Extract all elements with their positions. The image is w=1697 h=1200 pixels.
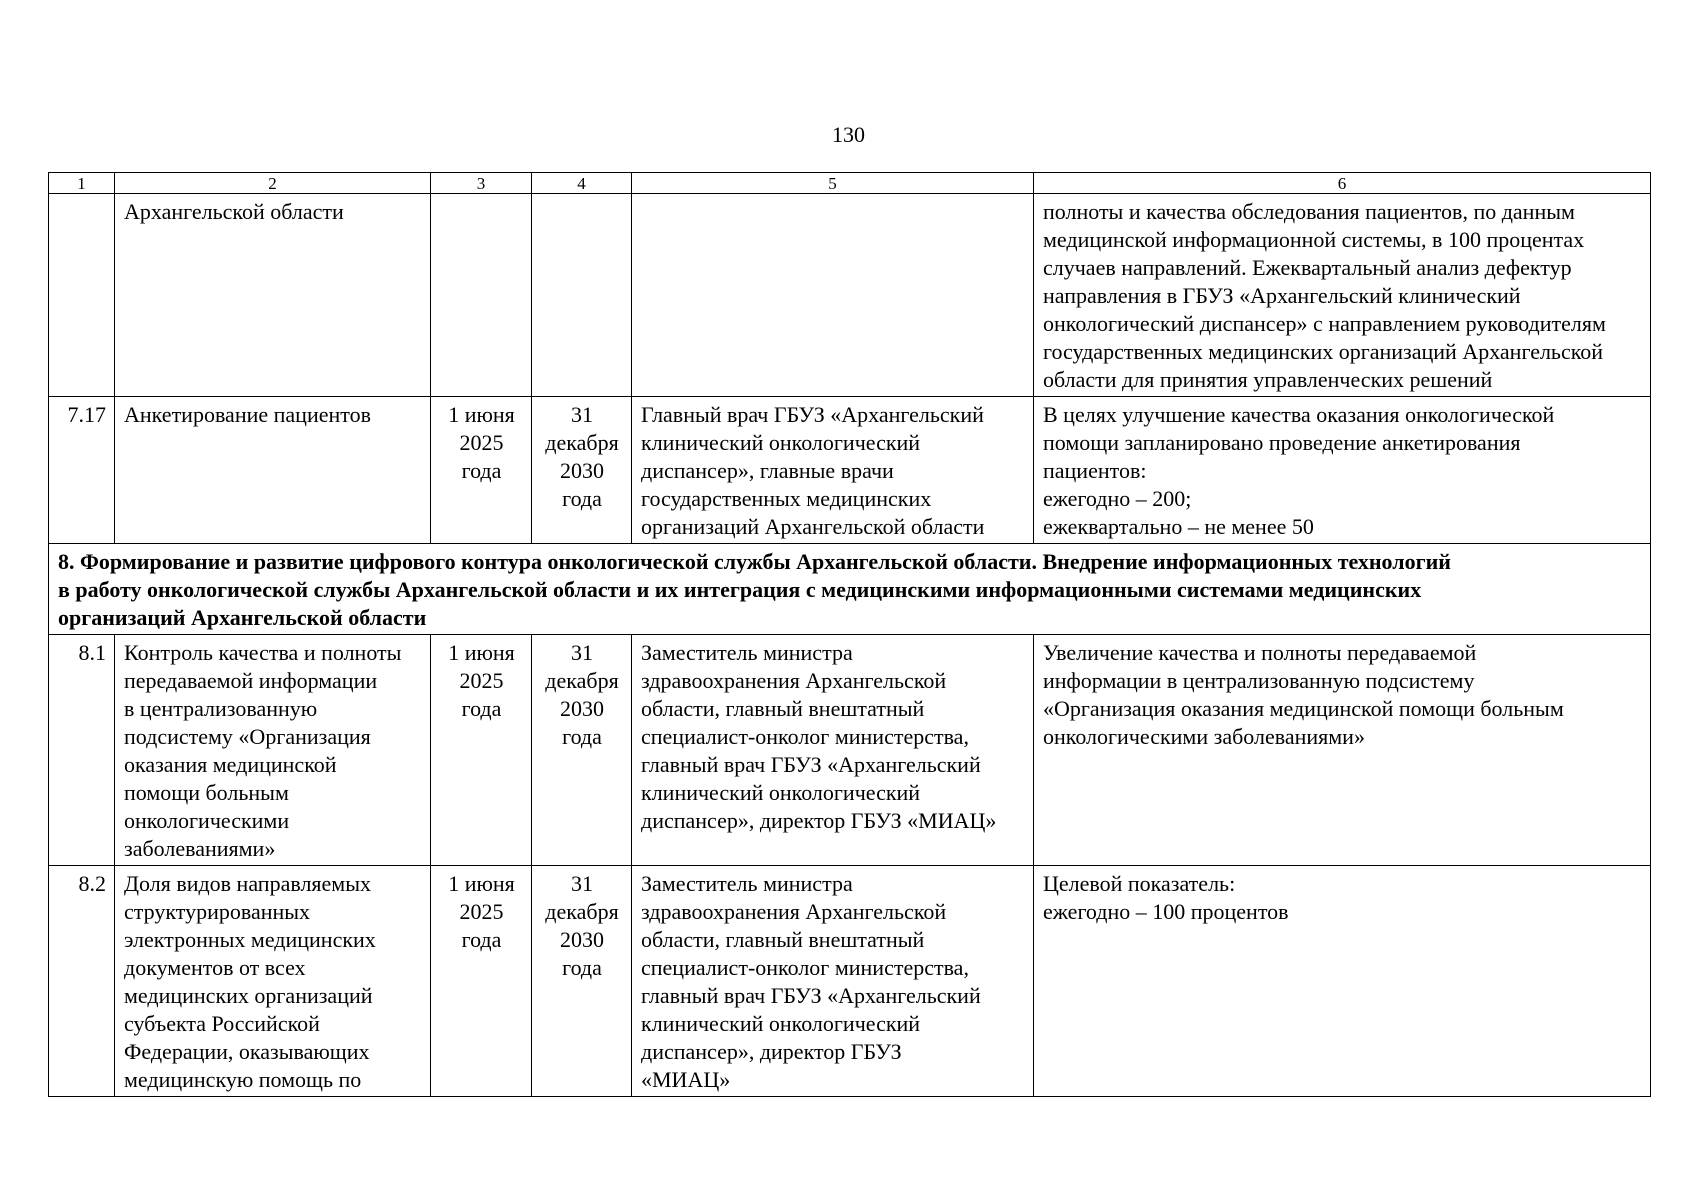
text-line: Доля видов направляемых: [124, 871, 372, 896]
text-line: пациентов:: [1043, 458, 1147, 483]
text-line: области, главный внештатный: [641, 927, 925, 952]
column-number: 2: [115, 173, 431, 194]
text-line: 2025: [459, 899, 504, 924]
page-number: 130: [832, 122, 865, 147]
start-date: [431, 635, 532, 866]
text-line: оказания медицинской: [124, 752, 337, 777]
text-line: 2030: [560, 696, 604, 721]
text-line: Увеличение качества и полноты передаваемой: [1043, 640, 1477, 665]
text-line: медицинской информационной системы, в 100 процентах: [1043, 227, 1585, 252]
measure-name: [115, 635, 431, 866]
text-line: документов от всех: [124, 955, 306, 980]
text-line: главный врач ГБУЗ «Архангельский: [641, 752, 981, 777]
text-line: Архангельской области: [124, 199, 344, 224]
text-line: ежеквартально – не менее 50: [1043, 514, 1314, 539]
expected-result: [1034, 635, 1651, 866]
text-line: года: [562, 955, 602, 980]
text-line: структурированных: [124, 899, 311, 924]
text-line: информации в централизованную подсистему: [1043, 668, 1475, 693]
end-date: [532, 635, 632, 866]
text-line: года: [461, 458, 502, 483]
text-line: «Организация оказания медицинской помощи больным: [1043, 696, 1564, 721]
responsible-executors: [632, 194, 1034, 397]
text-line: Анкетирование пациентов: [124, 402, 371, 427]
text-line: подсистему «Организация: [124, 724, 371, 749]
text-line: года: [562, 486, 602, 511]
measure-name: [115, 194, 431, 397]
text-line: направления в ГБУЗ «Архангельский клинический: [1043, 283, 1521, 308]
column-number-row: [49, 173, 1651, 194]
row-number: 8.1: [49, 635, 115, 866]
responsible-executors: [632, 635, 1034, 866]
text-line: «МИАЦ»: [641, 1067, 731, 1092]
text-line: 31: [571, 871, 593, 896]
table-row: [49, 866, 1651, 1097]
text-line: в работу онкологической службы Архангельской области и их интеграция с медицинскими информационными системами медицинских: [58, 577, 1422, 602]
text-line: здравоохранения Архангельской: [641, 668, 947, 693]
text-line: 1 июня: [448, 871, 515, 896]
row-number: [49, 194, 115, 397]
text-line: главный врач ГБУЗ «Архангельский: [641, 983, 981, 1008]
column-number: 5: [632, 173, 1034, 194]
text-line: субъекта Российской: [124, 1011, 320, 1036]
text-line: клинический онкологический: [641, 430, 921, 455]
start-date: [431, 397, 532, 544]
column-number: 3: [431, 173, 532, 194]
column-number: 1: [49, 173, 115, 194]
text-line: специалист-онколог министерства,: [641, 955, 969, 980]
text-line: в централизованную: [124, 696, 318, 721]
expected-result: [1034, 397, 1651, 544]
text-line: помощи запланировано проведение анкетирования: [1043, 430, 1521, 455]
text-line: Заместитель министра: [641, 871, 853, 896]
text-line: 2025: [459, 668, 504, 693]
text-line: декабря: [545, 668, 619, 693]
text-line: 1 июня: [448, 640, 515, 665]
text-line: области для принятия управленческих решений: [1043, 367, 1493, 392]
text-line: Главный врач ГБУЗ «Архангельский: [641, 402, 984, 427]
expected-result: [1034, 866, 1651, 1097]
text-line: передаваемой информации: [124, 668, 378, 693]
text-line: онкологическими: [124, 808, 290, 833]
text-line: специалист-онколог министерства,: [641, 724, 969, 749]
text-line: В целях улучшение качества оказания онкологической: [1043, 402, 1555, 427]
text-line: 1 июня: [448, 402, 515, 427]
text-line: здравоохранения Архангельской: [641, 899, 947, 924]
text-line: медицинских организаций: [124, 983, 373, 1008]
text-line: 31: [571, 402, 593, 427]
text-line: Заместитель министра: [641, 640, 853, 665]
text-line: организаций Архангельской области: [58, 605, 427, 630]
text-line: года: [461, 696, 502, 721]
section-heading-row: [49, 544, 1651, 635]
text-line: 2025: [459, 430, 504, 455]
text-line: случаев направлений. Ежеквартальный анализ дефектур: [1043, 255, 1572, 280]
text-line: ежегодно – 100 процентов: [1043, 899, 1289, 924]
measure-name: [115, 866, 431, 1097]
column-number: 4: [532, 173, 632, 194]
text-line: Контроль качества и полноты: [124, 640, 402, 665]
text-line: диспансер», директор ГБУЗ «МИАЦ»: [641, 808, 997, 833]
start-date: [431, 866, 532, 1097]
text-line: медицинскую помощь по: [124, 1067, 362, 1092]
end-date: [532, 194, 632, 397]
text-line: декабря: [545, 430, 619, 455]
responsible-executors: [632, 397, 1034, 544]
text-line: Федерации, оказывающих: [124, 1039, 370, 1064]
section-heading: [49, 544, 1651, 635]
measure-name: [115, 397, 431, 544]
responsible-executors: [632, 866, 1034, 1097]
measures-table: [48, 172, 1651, 1097]
start-date: [431, 194, 532, 397]
end-date: [532, 397, 632, 544]
text-line: заболеваниями»: [124, 836, 276, 861]
column-number: 6: [1034, 173, 1651, 194]
table-row: [49, 194, 1651, 397]
text-line: ежегодно – 200;: [1043, 486, 1192, 511]
text-line: года: [461, 927, 502, 952]
text-line: 2030: [560, 927, 604, 952]
text-line: диспансер», главные врачи: [641, 458, 894, 483]
text-line: 31: [571, 640, 593, 665]
text-line: полноты и качества обследования пациентов, по данным: [1043, 199, 1575, 224]
text-line: организаций Архангельской области: [641, 514, 985, 539]
row-number: 7.17: [49, 397, 115, 544]
text-line: 2030: [560, 458, 604, 483]
text-line: клинический онкологический: [641, 780, 921, 805]
text-line: области, главный внештатный: [641, 696, 925, 721]
text-line: Целевой показатель:: [1043, 871, 1236, 896]
text-line: 8. Формирование и развитие цифрового контура онкологической службы Архангельской области. Внедрение информационных технологий: [58, 549, 1451, 574]
text-line: помощи больным: [124, 780, 289, 805]
end-date: [532, 866, 632, 1097]
text-line: онкологический диспансер» с направлением руководителям: [1043, 311, 1606, 336]
text-line: декабря: [545, 899, 619, 924]
text-line: электронных медицинских: [124, 927, 376, 952]
table-row: [49, 397, 1651, 544]
text-line: клинический онкологический: [641, 1011, 921, 1036]
table-row: [49, 635, 1651, 866]
text-line: государственных медицинских организаций Архангельской: [1043, 339, 1604, 364]
text-line: государственных медицинских: [641, 486, 932, 511]
text-line: диспансер», директор ГБУЗ: [641, 1039, 902, 1064]
expected-result: [1034, 194, 1651, 397]
row-number: 8.2: [49, 866, 115, 1097]
text-line: онкологическими заболеваниями»: [1043, 724, 1365, 749]
text-line: года: [562, 724, 602, 749]
